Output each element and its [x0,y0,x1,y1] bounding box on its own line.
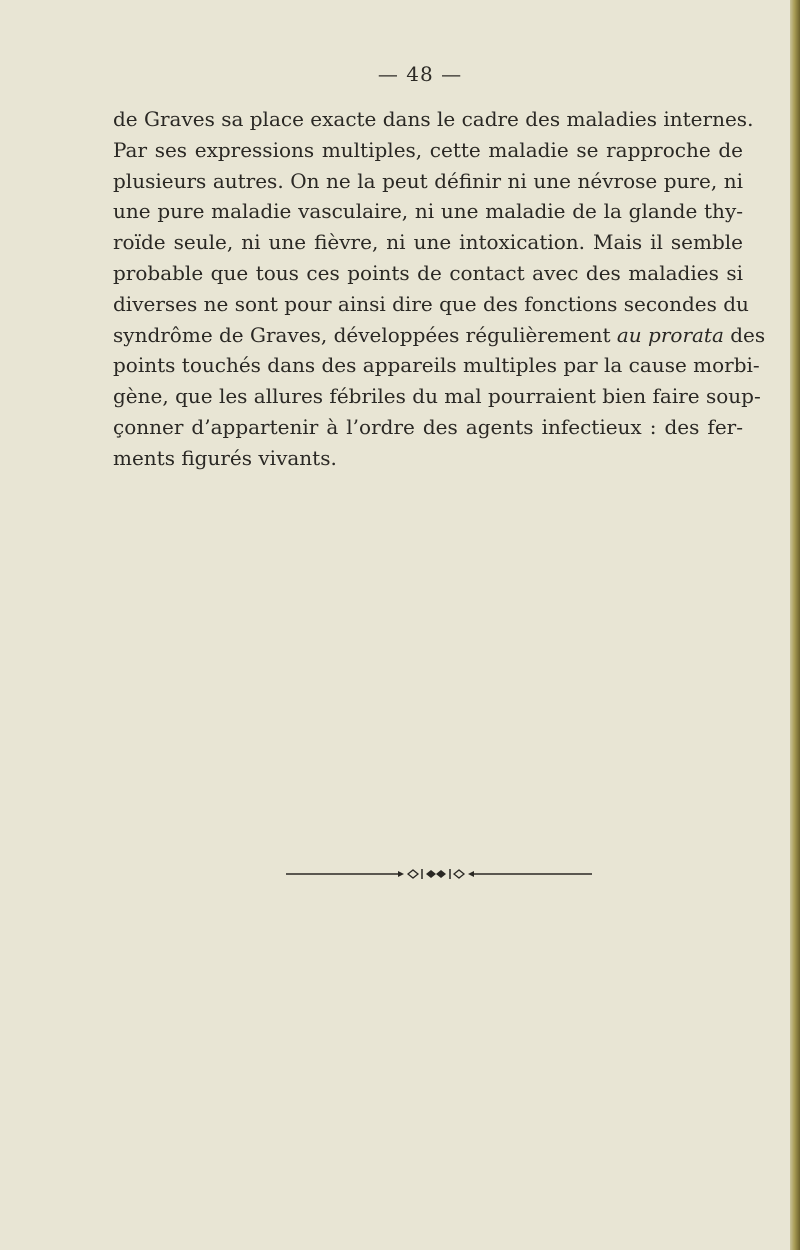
text-line: une pure maladie vasculaire, ni une maladie de la glande thy- [113,199,743,224]
body-paragraph [113,104,766,474]
text-line: roïde seule, ni une fièvre, ni une intoxication. Mais il semble [113,230,743,255]
decorative-rule-icon [286,866,592,882]
italic-phrase: au prorata [616,322,724,347]
text-segment: syndrôme de Graves, développées régulièrement [113,322,617,347]
text-line: plusieurs autres. On ne la peut définir ni une névrose pure, ni [113,168,743,193]
text-line: gène, que les allures fébriles du mal pourraient bien faire soup- [113,384,761,409]
text-line: probable que tous ces points de contact avec des maladies si [113,260,743,285]
page-edge [790,0,800,1250]
text-line: diverses ne sont pour ainsi dire que des fonctions secondes du [113,291,749,316]
text-line: ments figurés vivants. [113,445,337,470]
text-line-with-italic [113,320,766,351]
text-line: de Graves sa place exacte dans le cadre des maladies internes. [113,107,754,131]
text-line: Par ses expressions multiples, cette maladie se rapproche de [113,137,743,162]
page-number: — 48 — [377,62,463,86]
text-segment: des [723,322,766,347]
text-line: çonner d’appartenir à l’ordre des agents infectieux : des fer- [113,414,743,439]
text-line: points touchés dans des appareils multiples par la cause morbi- [113,353,760,378]
